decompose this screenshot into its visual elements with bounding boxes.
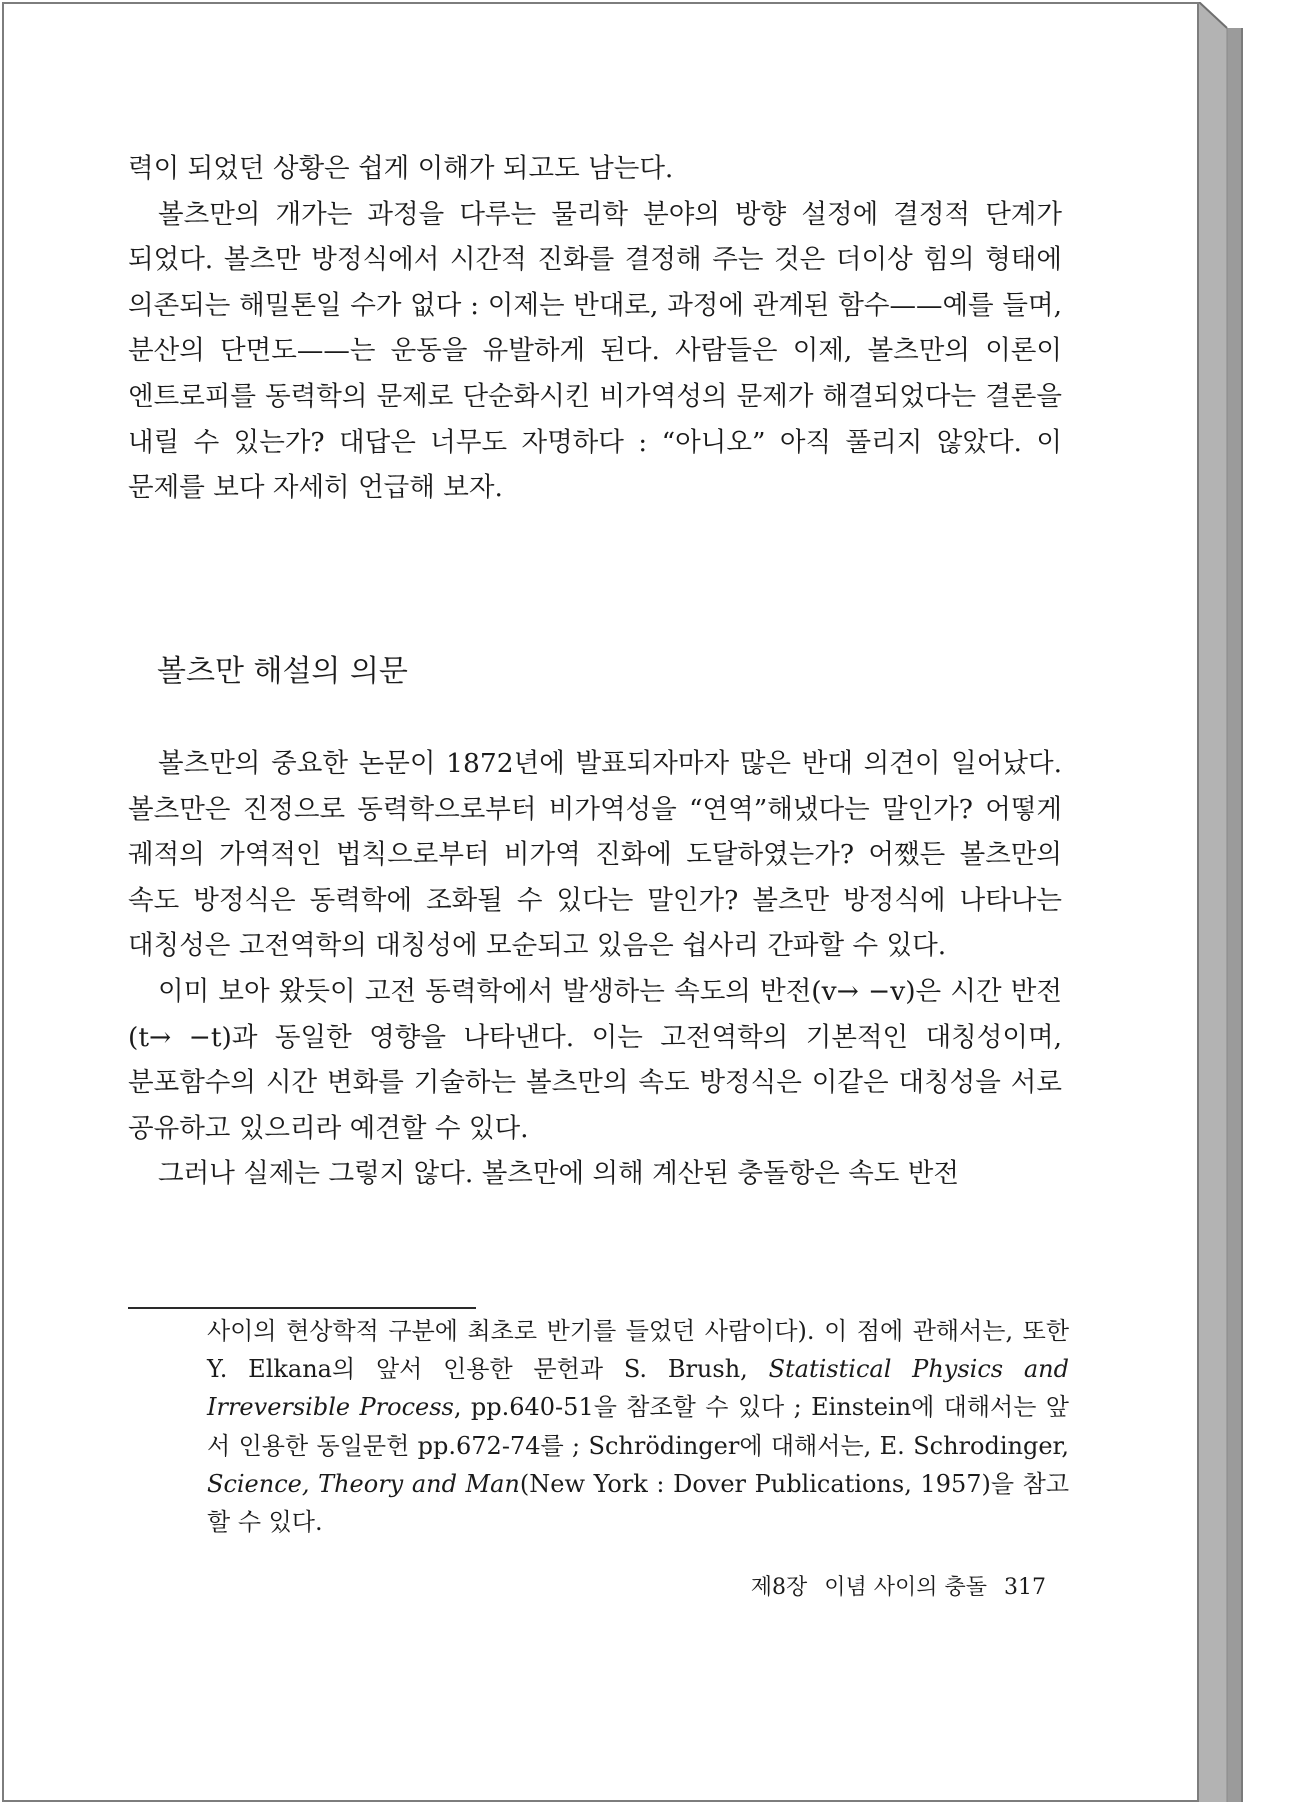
footnote-title-2: Science, Theory and Man xyxy=(207,1469,520,1498)
chapter-title: 이념 사이의 충돌 xyxy=(824,1575,987,1600)
page-edge-shadow xyxy=(1199,2,1243,1802)
paragraph-collision-term: 그러나 실제는 그렇지 않다. 볼츠만에 의해 계산된 충돌항은 속도 반전 xyxy=(158,1158,960,1190)
chapter-label: 제8장 xyxy=(750,1575,808,1600)
running-footer xyxy=(716,1570,1046,1601)
footnote-rule xyxy=(128,1307,476,1309)
footnote-text-3: (New York : Dover Publications, 1957)을 참고할 수 있다. xyxy=(207,1469,1070,1537)
paragraph-velocity-reversal: 이미 보아 왔듯이 고전 동력학에서 발생하는 속도의 반전(v→ −v)은 시간 반전(t→ −t)과 동일한 영향을 나타낸다. 이는 고전역학의 기본적인 대칭성이며, 분포함수의 시간 변화를 기술하는 볼츠만의 속도 방정식은 이같은 대칭성을 서로 공유하고 있으리라 예견할 수 있다. xyxy=(128,975,1062,1144)
footnote-text-2: , pp.640-51을 참조할 수 있다 ; Einstein에 대해서는 앞서 인용한 동일문헌 pp.672-74를 ; Schrödinger에 대해서는, E. Schrodinger, xyxy=(207,1393,1069,1460)
section-2 xyxy=(128,741,1062,1197)
paragraph-continued: 력이 되었던 상황은 쉽게 이해가 되고도 남는다. xyxy=(128,153,674,184)
page-number: 317 xyxy=(1004,1575,1046,1600)
footnote xyxy=(207,1312,1069,1541)
footnote-title-1: Statistical Physics and Irreversible Process xyxy=(207,1355,1070,1422)
section-1 xyxy=(128,146,1062,511)
paragraph-objections: 볼츠만의 중요한 논문이 1872년에 발표되자마자 많은 반대 의견이 일어났다. 볼츠만은 진정으로 동력학으로부터 비가역성을 “연역”해냈다는 말인가? 어떻게 궤적의 가역적인 법칙으로부터 비가역 진화에 도달하였는가? 어쨌든 볼츠만의 속도 방정식은 동력학에 조화될 수 있다는 말인가? 볼츠만 방정식에 나타나는 대칭성은 고전역학의 대칭성에 모순되고 있음은 쉽사리 간파할 수 있다. xyxy=(128,748,1062,962)
footnote-text-1: 사이의 현상학적 구분에 최초로 반기를 들었던 사람이다). 이 점에 관해서는, 또한 Y. Elkana의 앞서 인용한 문헌과 S. Brush, xyxy=(207,1317,1069,1384)
section-heading: 볼츠만 해설의 의문 xyxy=(157,654,408,689)
paragraph-boltzmann-triumph: 볼츠만의 개가는 과정을 다루는 물리학 분야의 방향 설정에 결정적 단계가 되었다. 볼츠만 방정식에서 시간적 진화를 결정해 주는 것은 더이상 힘의 형태에 의존되는 해밀톤일 수가 없다 : 이제는 반대로, 과정에 관계된 함수——예를 들며, 분산의 단면도——는 운동을 유발하게 된다. 사람들은 이제, 볼츠만의 이론이 엔트로피를 동력학의 문제로 단순화시킨 비가역성의 문제가 해결되었다는 결론을 내릴 수 있는가? 대답은 너무도 자명하다 : “아니오” 아직 풀리지 않았다. 이 문제를 보다 자세히 언급해 보자. xyxy=(128,198,1062,504)
